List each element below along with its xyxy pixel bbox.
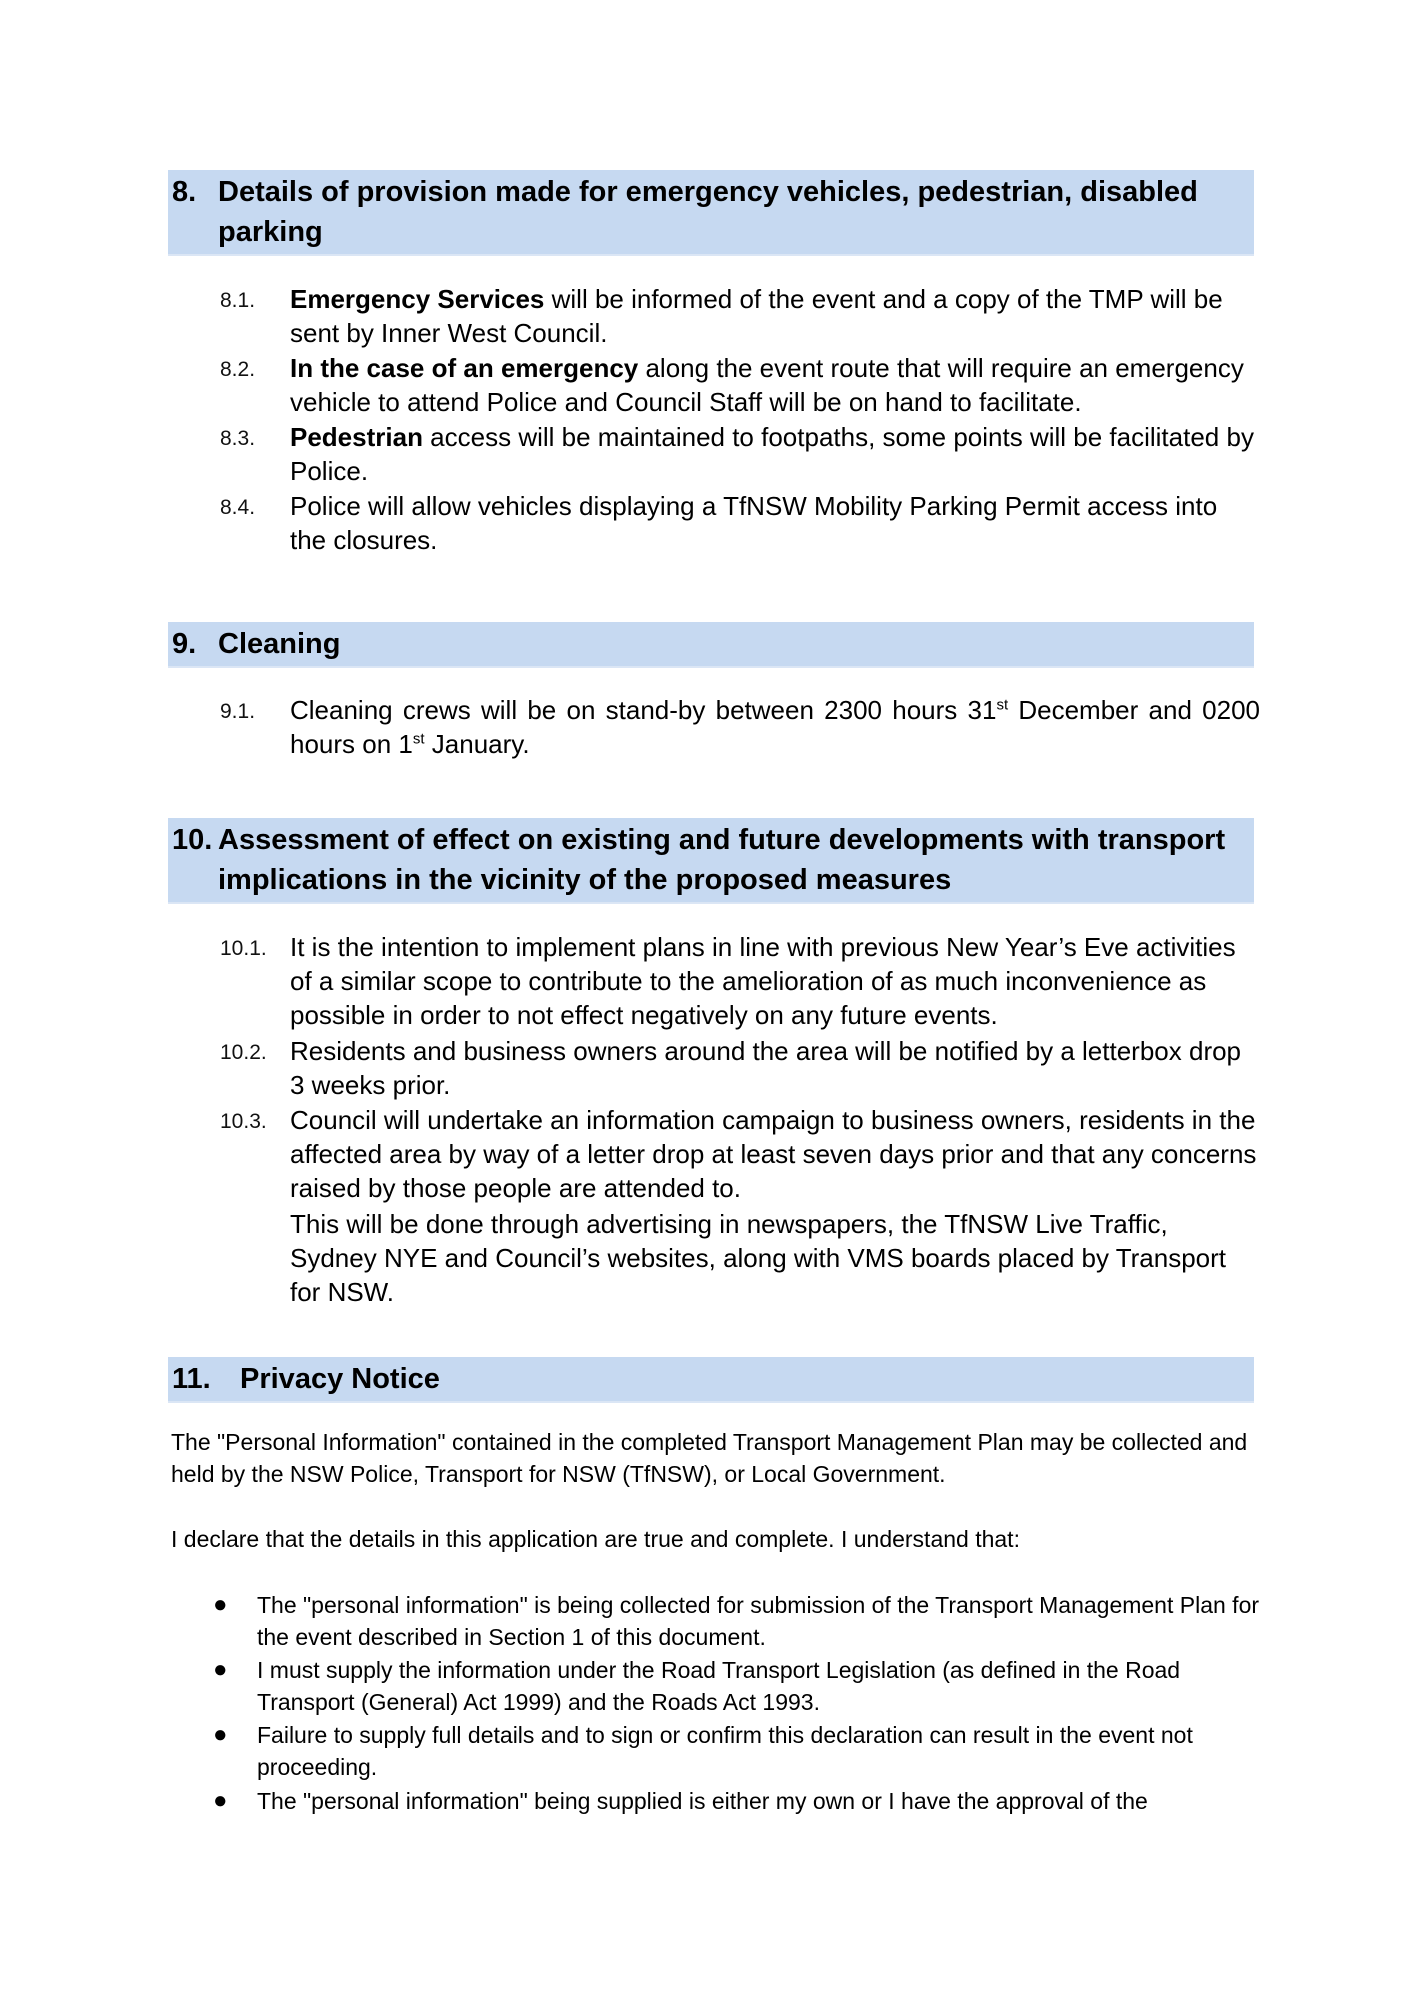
section-number: 11.: [172, 1363, 211, 1395]
item-bold: In the case of an emergency: [290, 353, 639, 383]
item-text: Police will allow vehicles displaying a TfNSW Mobility Parking Permit access into the closures.: [290, 491, 1218, 555]
section-10-heading: [168, 818, 1254, 904]
item-text: This will be done through advertising in newspapers, the TfNSW Live Traffic, Sydney NYE and Council’s websites, along with VMS boards placed by Transport for NSW.: [290, 1209, 1227, 1307]
list-item-continuation: [220, 1207, 1260, 1309]
section-number: 8.: [172, 176, 197, 208]
item-body: January.: [424, 729, 530, 759]
section-number: 9.: [172, 628, 197, 660]
superscript: st: [996, 696, 1009, 714]
item-number: 8.1.: [220, 289, 256, 312]
bullet-text: Failure to supply full details and to sign or confirm this declaration can result in the event not proceeding.: [257, 1722, 1193, 1780]
item-body: access will be maintained to footpaths, some points will be facilitated by Police.: [290, 422, 1254, 486]
item-number: 10.3.: [220, 1110, 267, 1133]
item-number: 9.1.: [220, 700, 256, 723]
section-title: Details of provision made for emergency vehicles, pedestrian, disabled parking: [218, 176, 1198, 248]
bullet-item: [213, 1589, 1263, 1653]
section-number: 10.: [172, 824, 213, 856]
privacy-paragraph: The "Personal Information" contained in the completed Transport Management Plan may be collected and held by the NSW Police, Transport for NSW (TfNSW), or Local Government.: [171, 1429, 1248, 1487]
list-item: [220, 420, 1260, 488]
declaration-paragraph: I declare that the details in this application are true and complete. I understand that:: [171, 1526, 1020, 1552]
item-text: [290, 693, 1260, 761]
item-body: will be informed of the event and a copy of the TMP will be sent by Inner West Council.: [290, 284, 1223, 348]
item-text: [290, 351, 1260, 419]
list-item: [220, 930, 1260, 1032]
section-8-heading: [168, 170, 1254, 256]
list-item: [220, 489, 1260, 557]
list-item: [220, 351, 1260, 419]
item-text: Council will undertake an information campaign to business owners, residents in the affected area by way of a letter drop at least seven days prior and that any concerns raised by those people are attended to.: [290, 1105, 1257, 1203]
item-number: 8.3.: [220, 427, 256, 450]
bullet-icon: ●: [213, 1721, 228, 1748]
section-title: Cleaning: [218, 628, 341, 660]
bullet-icon: ●: [213, 1656, 228, 1683]
section-title: Privacy Notice: [240, 1363, 440, 1395]
section-title: Assessment of effect on existing and future developments with transport implications in the vicinity of the proposed measures: [218, 824, 1226, 896]
bullet-item: [213, 1719, 1263, 1783]
list-item: [220, 282, 1260, 350]
superscript: st: [412, 730, 425, 748]
item-number: 10.2.: [220, 1041, 267, 1064]
item-number: 8.4.: [220, 496, 256, 519]
section-11-heading: [168, 1357, 1254, 1403]
item-body: along the event route that will require an emergency vehicle to attend Police and Council Staff will be on hand to facilitate.: [290, 353, 1244, 417]
item-text: Residents and business owners around the area will be notified by a letterbox drop 3 weeks prior.: [290, 1036, 1242, 1100]
list-item: [220, 1103, 1260, 1205]
bullet-item: [213, 1654, 1263, 1718]
item-text: It is the intention to implement plans in line with previous New Year’s Eve activities of a similar scope to contribute to the amelioration of as much inconvenience as possible in order to not effect negatively on any future events.: [290, 932, 1236, 1030]
item-body: Cleaning crews will be on stand-by between 2300 hours 31: [290, 695, 997, 725]
bullet-text: The "personal information" being supplied is either my own or I have the approval of the: [257, 1788, 1148, 1814]
bullet-icon: ●: [213, 1787, 228, 1814]
item-text: [290, 420, 1260, 488]
item-number: 8.2.: [220, 358, 256, 381]
section-9-heading: [168, 622, 1254, 668]
item-number: 10.1.: [220, 937, 267, 960]
bullet-icon: ●: [213, 1591, 228, 1618]
item-text: [290, 282, 1260, 350]
item-body: December and 0200 hours on 1: [290, 695, 1260, 759]
list-item: [220, 693, 1260, 761]
item-bold: Pedestrian: [290, 422, 423, 452]
item-bold: Emergency Services: [290, 284, 545, 314]
bullet-item: [213, 1785, 1263, 1817]
bullet-text: I must supply the information under the Road Transport Legislation (as defined in the Road Transport (General) Act 1999) and the Roads Act 1993.: [257, 1657, 1181, 1715]
bullet-text: The "personal information" is being collected for submission of the Transport Management Plan for the event described in Section 1 of this document.: [257, 1592, 1260, 1650]
list-item: [220, 1034, 1260, 1102]
